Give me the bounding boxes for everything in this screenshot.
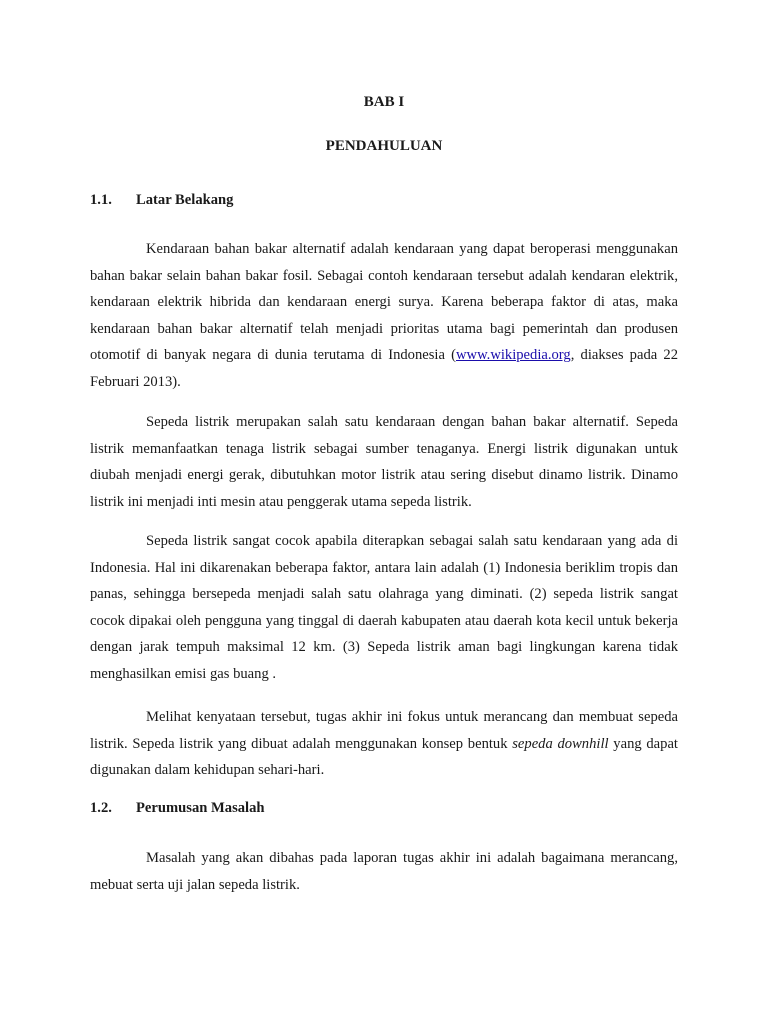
- paragraph-text: yang dapat digunakan dalam kehidupan sehari-hari.: [90, 735, 678, 778]
- chapter-title: PENDAHULUAN: [325, 138, 443, 154]
- section-title: Latar Belakang: [136, 192, 234, 208]
- paragraph-3: Sepeda listrik sangat cocok apabila diterapkan sebagai salah satu kendaraan yang ada di Indonesia. Hal ini dikarenakan beberapa faktor, antara lain adalah (1) Indonesia beriklim tropis dan panas, sehingga bersepeda menjadi salah satu olahraga yang diminati. (2) sepeda listrik sangat cocok dipakai oleh pengguna yang tinggal di daerah kabupaten atau daerah kota kecil untuk bekerja dengan jarak tempuh maksimal 12 km. (3) Sepeda listrik aman bagi lingkungan karena tidak menghasilkan emisi gas buang .: [90, 533, 678, 682]
- section-number: 1.2.: [90, 800, 112, 816]
- paragraph-2: Sepeda listrik merupakan salah satu kendaraan dengan bahan bakar alternatif. Sepeda listrik memanfaatkan tenaga listrik sebagai sumber tenaganya. Energi listrik digunakan untuk diubah menjadi energi gerak, dibutuhkan motor listrik atau sering disebut dinamo listrik. Dinamo listrik ini menjadi inti mesin atau penggerak utama sepeda listrik.: [90, 414, 678, 510]
- section-heading-latar-belakang: [90, 192, 233, 209]
- paragraph-text: Kendaraan bahan bakar alternatif adalah kendaraan yang dapat beroperasi menggunakan bahan bakar selain bahan bakar fosil. Sebagai contoh kendaraan tersebut adalah kendaran elektrik, kendaraan elektrik hibrida dan kendaraan energi surya. Karena beberapa faktor di atas, maka kendaraan bahan bakar alternatif telah menjadi prioritas utama bagi pemerintah dan produsen otomotif di banyak negara di dunia terutama di Indonesia (: [90, 241, 678, 363]
- paragraph-4: [90, 704, 678, 784]
- chapter-number: BAB I: [363, 94, 405, 110]
- paragraph-1: [90, 236, 678, 395]
- emphasis-text: sepeda downhill: [512, 735, 609, 752]
- paragraph-text: Melihat kenyataan tersebut, tugas akhir ini fokus untuk merancang dan membuat sepeda listrik. Sepeda listrik yang dibuat adalah menggunakan konsep bentuk: [90, 709, 678, 752]
- section-heading-perumusan-masalah: [90, 800, 265, 817]
- paragraph-5: Masalah yang akan dibahas pada laporan tugas akhir ini adalah bagaimana merancang, mebuat serta uji jalan sepeda listrik.: [90, 850, 678, 893]
- section-title: Perumusan Masalah: [136, 800, 265, 816]
- section-number: 1.1.: [90, 192, 112, 208]
- wikipedia-link[interactable]: www.wikipedia.org: [456, 347, 571, 363]
- paragraph-text: , diakses pada 22 Februari 2013).: [90, 347, 678, 390]
